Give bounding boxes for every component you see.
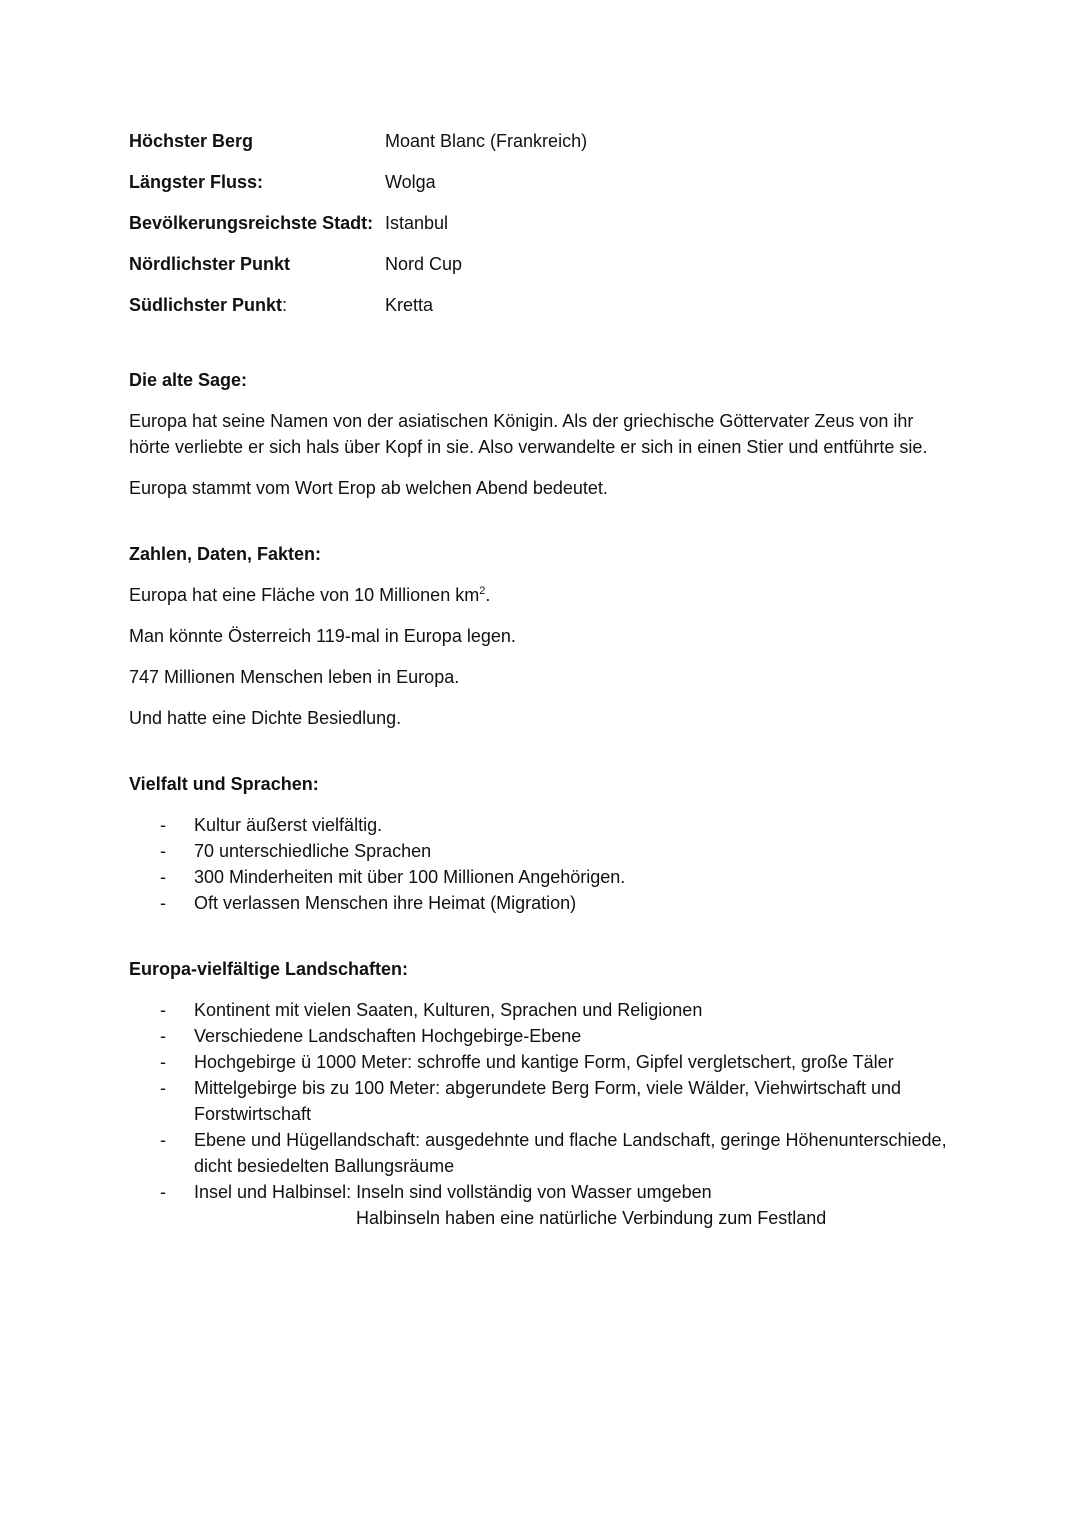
section-zahlen [129,541,949,731]
list-item: - Kultur äußerst vielfältig. [160,815,383,835]
fact-row [129,292,949,333]
fact-label: Südlichster Punkt: [129,295,288,315]
section-vielfalt [129,771,949,916]
list-item: - Insel und Halbinsel: Inseln sind vollständig von Wasser umgeben [160,1182,712,1202]
section-heading: Vielfalt und Sprachen: [129,774,319,794]
list-item: - 300 Minderheiten mit über 100 Millionen Angehörigen. [160,867,626,887]
paragraph: 747 Millionen Menschen leben in Europa. [129,667,460,687]
list-item: - Oft verlassen Menschen ihre Heimat (Migration) [160,893,577,913]
paragraph: Man könnte Österreich 119-mal in Europa legen. [129,626,516,646]
list-item: - Verschiedene Landschaften Hochgebirge-Ebene [160,1026,582,1046]
fact-value: Moant Blanc (Frankreich) [385,131,588,151]
fact-value: Istanbul [385,213,449,233]
list-item: - Ebene und Hügellandschaft: ausgedehnte und flache Landschaft, geringe Höhenunterschiede, dicht besiedelten Ballungsräume [160,1130,947,1176]
list-item: - Hochgebirge ü 1000 Meter: schroffe und kantige Form, Gipfel vergletschert, große Täler [160,1052,894,1072]
list-item: - 70 unterschiedliche Sprachen [160,841,432,861]
fact-row [129,128,949,169]
section-heading: Europa-vielfältige Landschaften: [129,959,409,979]
fact-value: Nord Cup [385,254,463,274]
paragraph: Europa hat eine Fläche von 10 Millionen $km^2$. [129,585,491,605]
fact-row [129,251,949,292]
fact-label: Höchster Berg [129,131,254,151]
fact-label: Bevölkerungsreichste Stadt: [129,213,374,233]
fact-label: Längster Fluss: [129,172,264,192]
fact-row [129,210,949,251]
paragraph: Und hatte eine Dichte Besiedlung. [129,708,402,728]
fact-value: Kretta [385,295,434,315]
list-item: - Kontinent mit vielen Saaten, Kulturen, Sprachen und Religionen [160,1000,703,1020]
superscript: 2 [479,585,486,597]
continuation-line: Halbinseln haben eine natürliche Verbindung zum Festland [356,1208,827,1228]
section-sage [129,367,949,501]
paragraph: Europa stammt vom Wort Erop ab welchen Abend bedeutet. [129,478,608,498]
paragraph: Europa hat seine Namen von der asiatischen Königin. Als der griechische Göttervater Zeus von ihr hörte verliebte er sich hals über Kopf in sie. Also verwandelte er sich in einen Stier und entführte sie. [129,411,928,457]
facts-table [129,128,949,333]
bullet-list [129,997,949,1205]
list-item: - Mittelgebirge bis zu 100 Meter: abgerundete Berg Form, viele Wälder, Viehwirtschaft und Forstwirtschaft [160,1078,902,1124]
bullet-list [129,812,949,916]
section-landschaften [129,956,949,1231]
fact-value: Wolga [385,172,436,192]
document-content [129,128,949,1231]
section-heading: Die alte Sage: [129,370,248,390]
fact-row [129,169,949,210]
fact-label: Nördlichster Punkt [129,254,291,274]
section-heading: Zahlen, Daten, Fakten: [129,544,322,564]
